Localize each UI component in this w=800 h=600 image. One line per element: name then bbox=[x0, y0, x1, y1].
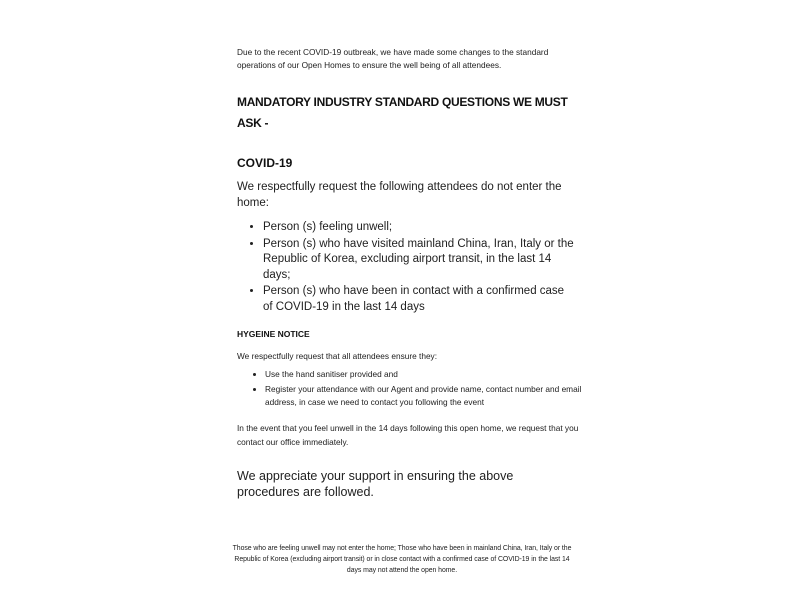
closing-paragraph: We appreciate your support in ensuring the above procedures are followed. bbox=[237, 469, 514, 499]
hygiene-notice-heading: HYGEINE NOTICE bbox=[237, 329, 310, 339]
covid-bullet-list bbox=[237, 220, 574, 316]
covid-intro-paragraph: We respectfully request the following attendees do not enter the home: bbox=[237, 181, 562, 209]
hygiene-bullet-list bbox=[237, 368, 589, 411]
hygiene-intro-paragraph: We respectfully request that all attendees ensure they: bbox=[237, 351, 438, 361]
footer-summary-notice: Those who are feeling unwell may not enter the home; Those who have been in mainland China, Iran, Italy or the Republic of Korea (excluding airport transit) or in close contact with a confirmed case of COVID-19 in the last 14 days may not attend the open home. bbox=[232, 545, 572, 574]
hygiene-bullet-item: • Register your attendance with our Agent and provide name, contact number and email address, in case we need to contact you following the event bbox=[265, 383, 589, 410]
document-text-column bbox=[232, 0, 582, 600]
covid-bullet-item: • Person (s) who have been in contact with a confirmed case of COVID-19 in the last 14 days bbox=[263, 284, 574, 315]
hygiene-bullet-item: • Use the hand sanitiser provided and bbox=[265, 368, 589, 382]
mandatory-questions-heading: MANDATORY INDUSTRY STANDARD QUESTIONS WE MUST ASK - bbox=[237, 95, 568, 130]
covid-section-heading: COVID-19 bbox=[237, 156, 293, 170]
covid-bullet-item: • Person (s) who have visited mainland China, Iran, Italy or the Republic of Korea, excluding airport transit, in the last 14 days; bbox=[263, 237, 574, 284]
intro-paragraph: Due to the recent COVID-19 outbreak, we have made some changes to the standard operations of our Open Homes to ensure the well being of all attendees. bbox=[237, 47, 549, 70]
unwell-followup-note: In the event that you feel unwell in the 14 days following this open home, we request that you contact our office immediately. bbox=[237, 423, 579, 447]
covid-bullet-item: • Person (s) feeling unwell; bbox=[263, 220, 574, 236]
